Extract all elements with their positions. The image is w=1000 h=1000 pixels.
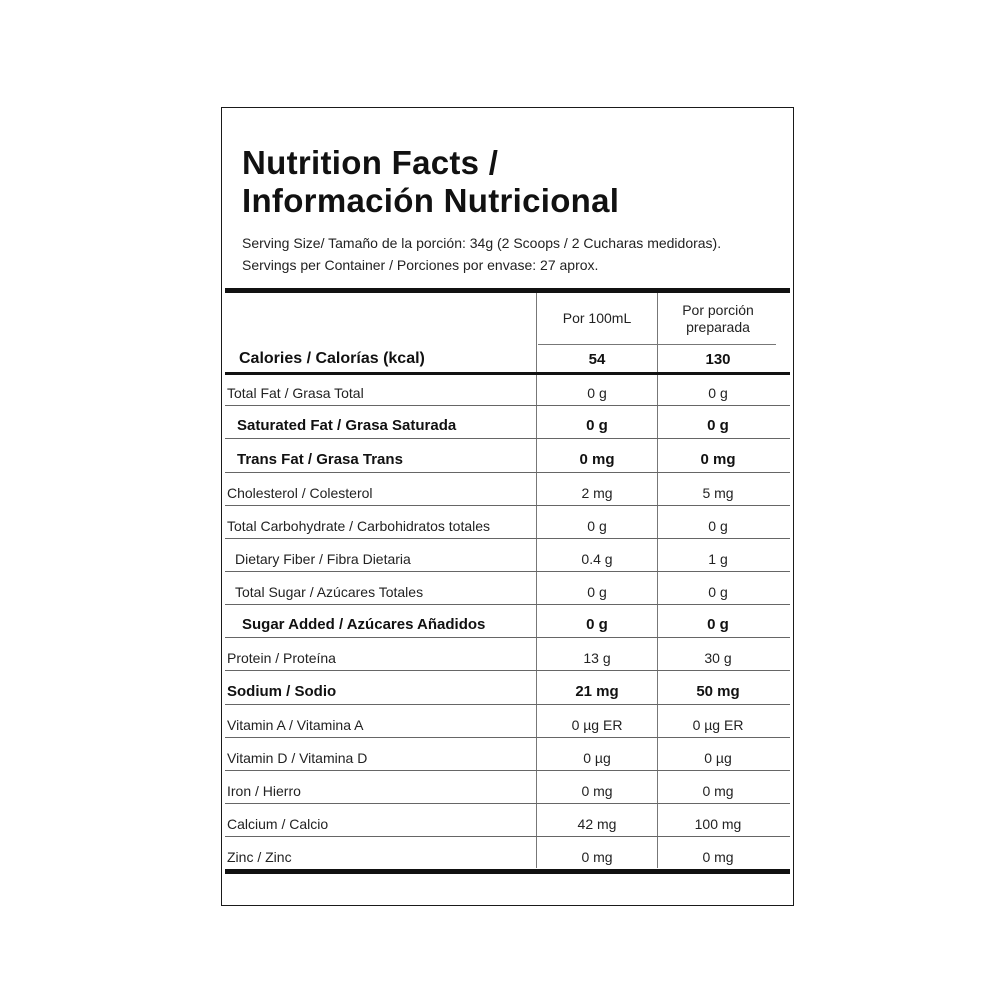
- row-label: Calcium / Calcio: [227, 816, 329, 832]
- servings-per-container: Servings per Container / Porciones por envase: 27 aprox.: [242, 257, 599, 273]
- row-value-per-100: 0 mg: [581, 783, 613, 799]
- row-value-per-serving: 0 µg: [704, 750, 732, 766]
- row-value-per-100: 13 g: [583, 650, 611, 666]
- nutrient-row: [225, 771, 790, 804]
- row-label: Trans Fat / Grasa Trans: [237, 451, 403, 468]
- title-line-2: Información Nutricional: [242, 182, 620, 219]
- row-value-per-serving: 0 g: [707, 417, 729, 434]
- row-value-per-100: 0 g: [587, 584, 607, 600]
- row-label: Iron / Hierro: [227, 783, 301, 799]
- row-label: Zinc / Zinc: [227, 849, 292, 865]
- nutrient-row: [225, 406, 790, 439]
- row-label: Sodium / Sodio: [227, 683, 337, 700]
- row-value-per-serving: 100 mg: [694, 816, 742, 832]
- nutrient-row: [225, 804, 790, 837]
- column-header-per-serving: Por porción preparada: [682, 301, 754, 335]
- row-label: Vitamin D / Vitamina D: [227, 750, 368, 766]
- row-value-per-serving: 0 mg: [700, 451, 736, 468]
- row-value-per-serving: 0 mg: [702, 849, 734, 865]
- row-label: Vitamin A / Vitamina A: [227, 717, 364, 733]
- nutrient-row: [225, 638, 790, 671]
- nutrient-row: [225, 671, 790, 705]
- row-value-per-serving: 5 mg: [702, 485, 734, 501]
- nutrient-row: [225, 375, 790, 406]
- serving-info: [242, 232, 721, 276]
- row-value-per-100: 0.4 g: [581, 551, 613, 567]
- nutrient-row: [225, 506, 790, 539]
- column-header-per-100: Por 100mL: [562, 310, 632, 326]
- row-label: Saturated Fat / Grasa Saturada: [237, 417, 457, 434]
- row-value-per-100: 2 mg: [581, 485, 613, 501]
- nutrient-row: [225, 837, 790, 869]
- row-label: Total Sugar / Azúcares Totales: [235, 584, 424, 600]
- nutrient-row: [225, 439, 790, 473]
- row-value-per-serving: 0 g: [708, 518, 728, 534]
- row-value-per-100: 0 µg: [583, 750, 611, 766]
- row-value-per-serving: 0 µg ER: [692, 717, 744, 733]
- calories-row: [225, 344, 790, 375]
- nutrition-label: [221, 107, 794, 906]
- nutrient-row: [225, 705, 790, 738]
- row-value-per-100: 54: [588, 351, 606, 368]
- row-label: Total Fat / Grasa Total: [227, 385, 364, 401]
- row-value-per-100: 0 mg: [579, 451, 615, 468]
- row-label: Total Carbohydrate / Carbohidratos totales: [227, 518, 491, 534]
- title-line-1: Nutrition Facts /: [242, 144, 499, 181]
- row-value-per-100: 0 g: [587, 385, 607, 401]
- row-value-per-serving: 0 mg: [702, 783, 734, 799]
- row-value-per-100: 42 mg: [577, 816, 617, 832]
- nutrient-row: [225, 572, 790, 605]
- serving-size: Serving Size/ Tamaño de la porción: 34g (2 Scoops / 2 Cucharas medidoras).: [242, 235, 722, 251]
- row-value-per-serving: 0 g: [707, 616, 729, 633]
- row-value-per-100: 0 g: [586, 417, 608, 434]
- row-value-per-serving: 0 g: [708, 584, 728, 600]
- row-value-per-100: 0 g: [586, 616, 608, 633]
- row-value-per-100: 0 µg ER: [571, 717, 623, 733]
- row-value-per-100: 21 mg: [575, 683, 619, 700]
- row-value-per-serving: 30 g: [704, 650, 732, 666]
- row-label: Calories / Calorías (kcal): [239, 350, 425, 367]
- nutrient-row: [225, 738, 790, 771]
- row-value-per-100: 0 mg: [581, 849, 613, 865]
- row-value-per-serving: 130: [705, 351, 731, 368]
- bottom-rule: [225, 869, 790, 874]
- label-title: [242, 144, 619, 220]
- row-label: Sugar Added / Azúcares Añadidos: [242, 616, 486, 633]
- nutrient-row: [225, 539, 790, 572]
- row-value-per-serving: 0 g: [708, 385, 728, 401]
- nutrient-row: [225, 605, 790, 638]
- nutrient-row: [225, 473, 790, 506]
- row-label: Protein / Proteína: [227, 650, 336, 666]
- row-value-per-100: 0 g: [587, 518, 607, 534]
- row-value-per-serving: 1 g: [708, 551, 728, 567]
- row-value-per-serving: 50 mg: [696, 683, 740, 700]
- row-label: Cholesterol / Colesterol: [227, 485, 373, 501]
- row-label: Dietary Fiber / Fibra Dietaria: [235, 551, 411, 567]
